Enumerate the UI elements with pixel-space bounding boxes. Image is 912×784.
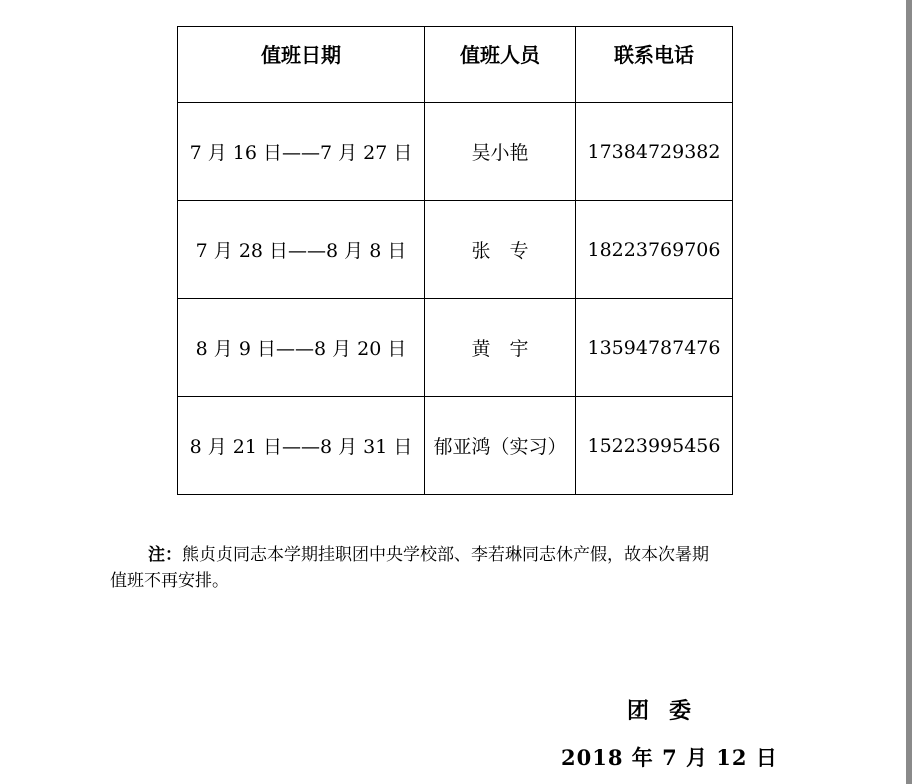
contact-phone-cell: 17384729382 — [576, 103, 733, 201]
duty-schedule-table — [177, 26, 733, 495]
signature-organization: 团委 — [627, 699, 712, 724]
table-header-row — [178, 27, 733, 103]
contact-phone-cell: 13594787476 — [576, 299, 733, 397]
duty-person-cell: 张 专 — [425, 201, 576, 299]
header-duty-person: 值班人员 — [425, 27, 576, 103]
duty-person-cell: 郁亚鸿（实习） — [425, 397, 576, 495]
duty-date-cell: 8 月 9 日——8 月 20 日 — [178, 299, 425, 397]
table-row — [178, 201, 733, 299]
duty-person-cell: 黄 宇 — [425, 299, 576, 397]
header-duty-date: 值班日期 — [178, 27, 425, 103]
contact-phone-cell: 18223769706 — [576, 201, 733, 299]
note-paragraph — [110, 542, 710, 594]
note-text: 熊贞贞同志本学期挂职团中央学校部、李若琳同志休产假，故本次暑期值班不再安排。 — [110, 545, 709, 591]
page-edge — [906, 0, 912, 784]
duty-person-cell: 吴小艳 — [425, 103, 576, 201]
table-row — [178, 299, 733, 397]
duty-date-cell: 8 月 21 日——8 月 31 日 — [178, 397, 425, 495]
table-row — [178, 103, 733, 201]
table-row — [178, 397, 733, 495]
duty-date-cell: 7 月 16 日——7 月 27 日 — [178, 103, 425, 201]
header-contact-phone: 联系电话 — [576, 27, 733, 103]
note-label: 注： — [148, 545, 182, 565]
contact-phone-cell: 15223995456 — [576, 397, 733, 495]
signature-date: 2018 年 7 月 12 日 — [561, 745, 778, 770]
duty-date-cell: 7 月 28 日——8 月 8 日 — [178, 201, 425, 299]
